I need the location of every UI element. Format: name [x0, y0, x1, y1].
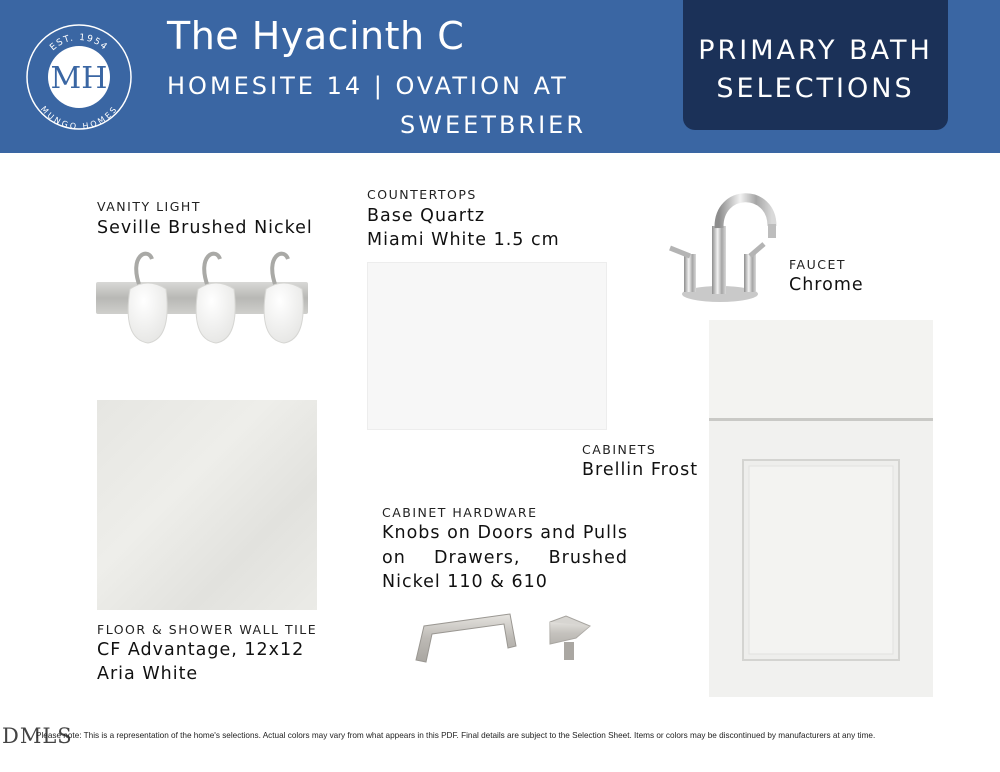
cabinet-hardware-image [410, 608, 600, 678]
page-title: The Hyacinth C [167, 14, 465, 58]
countertop-swatch [367, 262, 607, 430]
countertops-value-line1: Base Quartz [367, 206, 486, 226]
vanity-light-label: VANITY LIGHT [97, 199, 201, 214]
vanity-light-value: Seville Brushed Nickel [97, 218, 313, 238]
faucet-value: Chrome [789, 275, 864, 295]
cabinet-hardware-line1: Knobs on Doors and Pulls [382, 523, 628, 543]
faucet-label: FAUCET [789, 257, 847, 272]
mungo-homes-logo [24, 22, 134, 132]
homesite-line2: SWEETBRIER [400, 111, 587, 139]
cabinet-hardware-label: CABINET HARDWARE [382, 505, 538, 520]
countertops-value-line2: Miami White 1.5 cm [367, 230, 560, 250]
homesite-line1: HOMESITE 14 | OVATION AT [167, 72, 569, 100]
countertops-label: COUNTERTOPS [367, 187, 477, 202]
section-badge [683, 0, 948, 130]
floor-tile-value-line2: Aria White [97, 664, 199, 684]
faucet-image [660, 186, 780, 306]
badge-line1: PRIMARY BATH [698, 35, 933, 66]
dmls-mark: DMLS [2, 724, 73, 748]
cabinet-hardware-value [382, 521, 628, 595]
floor-tile-swatch [97, 400, 317, 610]
cabinet-hardware-line3: Nickel 110 & 610 [382, 572, 548, 592]
header-banner [0, 0, 1000, 153]
cabinets-value: Brellin Frost [582, 460, 699, 480]
floor-tile-label: FLOOR & SHOWER WALL TILE [97, 622, 318, 637]
badge-line2: SELECTIONS [716, 73, 915, 104]
svg-text:MUNGO HOMES: MUNGO HOMES [38, 104, 120, 132]
svg-text:EST. 1954: EST. 1954 [48, 32, 110, 54]
vanity-light-image [92, 247, 312, 347]
cabinet-hardware-line2: on Drawers, Brushed [382, 547, 628, 568]
svg-text:MH: MH [50, 61, 108, 96]
floor-tile-value-line1: CF Advantage, 12x12 [97, 640, 305, 660]
cabinets-label: CABINETS [582, 442, 657, 457]
footer-disclaimer: Please note: This is a representation of the home's selections. Actual colors may vary from what appears in this PDF. Final details are subject to the Selection Sheet. Items or colors may be discontinued by manufacturers at any time. [36, 731, 876, 740]
cabinet-door-image [709, 320, 933, 697]
